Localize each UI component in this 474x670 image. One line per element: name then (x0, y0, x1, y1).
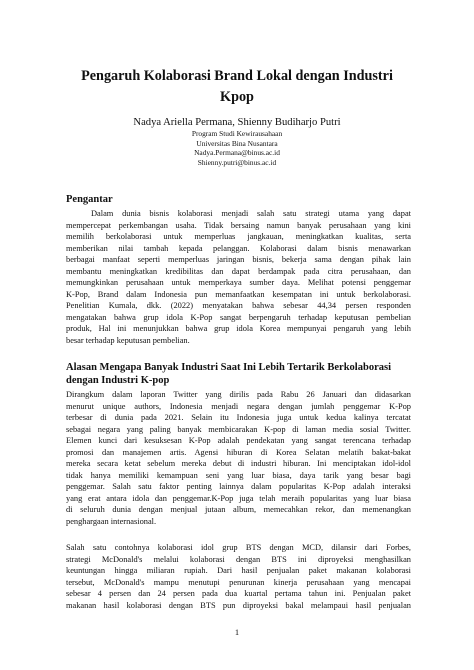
text-line: menurut unique authors, Indonesia menjadi negara dengan jumlah penggemar K-Pop (66, 401, 411, 411)
text-line: makanan hasil kolaborasi dengan BTS pun diproyeksi bakal melampaui hasil penjualan (66, 600, 411, 610)
text-line: Penelitian Kumala, dkk. (2022) menyatakan bahwa sebesar 44,34 persen responden (66, 301, 411, 311)
paper-title-line-1: Pengaruh Kolaborasi Brand Lokal dengan Industri (81, 68, 393, 84)
author-names: Nadya Ariella Permana, Shienny Budiharjo Putri (133, 117, 341, 128)
paragraph-kpop-indonesia (66, 389, 411, 528)
text-line: mempercepat perkembangan usaha. Tidak bersaing namun banyak perusahaan yang kini (66, 220, 411, 230)
text-line: keuntungan hingga miliaran rupiah. Dari hasil penjualan paket makanan kolaborasi (66, 566, 411, 576)
text-line: Dirangkum dalam laporan Twitter yang dirilis pada Rabu 26 Januari dan didasarkan (66, 390, 411, 399)
author-email-1[interactable]: Nadya.Permana@binus.ac.id (194, 148, 280, 158)
paragraph-pengantar (66, 208, 411, 347)
text-line: strategi McDonald's melalui kolaborasi dengan BTS ini diproyeksi menghasilkan (66, 554, 411, 564)
text-line: tidak hanya memiliki kemampuan seni yang luar biasa, daya tarik yang besar bagi (66, 470, 411, 480)
paragraph-bts-mcd (66, 542, 411, 611)
text-line: memungkinkan perusahaan untuk memperkaya sumber daya. Melihat potensi penggemar (66, 278, 411, 288)
text-line: sebesar 4 persen dan 24 persen pada dua kuartal pertama tahun ini. Penjualan paket (66, 589, 411, 599)
section-heading-line-2: dengan Industri K-pop (66, 374, 170, 386)
text-line: penghargaan internasional. (66, 517, 157, 527)
text-line: yang erat antara idola dan penggemar.K-Pop juga telah meraih popularitas yang luar biasa (66, 493, 411, 503)
paper-title-line-2: Kpop (220, 89, 254, 105)
text-line: besar terhadap keputusan pembelian. (66, 336, 190, 346)
text-line: berbagai manfaat seperti memperluas jaringan bisnis, bekerja sama dengan pihak lain (66, 255, 411, 265)
text-line: Elemen kunci dari kesuksesan K-Pop adalah pendekatan yang sangat terencana terhadap (66, 436, 411, 446)
text-line: promosi dan manajemen artis. Agensi hiburan di Korea Selatan melatih bakat-bakat (66, 447, 411, 457)
text-line: penggemar. Salah satu faktor penting lainnya dalam popularitas K-Pop adalah interaksi (66, 482, 411, 492)
text-line: sebagai negara yang paling banyak membicarakan K-pop di laman media sosial Twitter. (66, 424, 411, 434)
text-line: Dalam dunia bisnis kolaborasi menjadi salah satu strategi utama yang dapat (91, 209, 411, 218)
text-line: memilih berkolaborasi untuk memperluas jangkauan, meningkatkan kualitas, serta (66, 232, 411, 242)
text-line: di seluruh dunia dengan menjual jutaan album, memecahkan rekor, dan memenangkan (66, 505, 411, 515)
text-line: memberikan nilai tambah kepada pelanggan. Kolaborasi dalam bisnis menawarkan (66, 243, 411, 253)
text-line: mereka secara ketat sebelum mereka debut di industri hiburan. Ini menciptakan idol-idol (66, 459, 411, 469)
text-line: tersebut, McDonald's mampu menutupi penurunan kinerja perusahaan yang mencapai (66, 577, 411, 587)
section-heading-pengantar: Pengantar (66, 194, 113, 205)
text-line: Salah satu contohnya kolaborasi idol grup BTS dengan MCD, dilansir dari Forbes, (66, 543, 411, 552)
affiliation-university: Universitas Bina Nusantara (196, 138, 278, 148)
section-heading-line-1: Alasan Mengapa Banyak Industri Saat Ini Lebih Tertarik Berkolaborasi (66, 362, 391, 373)
paper-title (40, 66, 434, 108)
text-line: membantu meningkatkan kredibilitas dan dapat berdampak pada citra perusahaan, dan (66, 266, 411, 276)
text-line: terbesar di dunia pada 2021. Selain itu Indonesia juga untuk kedua kalinya tercatat (66, 413, 411, 423)
page-number: 1 (234, 627, 240, 637)
affiliation-program: Program Studi Kewirausahaan (191, 129, 283, 138)
author-email-2[interactable]: Shienny.putri@binus.ac.id (197, 157, 277, 167)
affiliation-block (40, 129, 434, 167)
text-line: mengatakan bahwa grup idola K-Pop sangat berpengaruh terhadap keputusan pembelian (66, 312, 411, 322)
text-line: K-Pop, Brand dalam Indonesia pun memanfaatkan kesempatan ini untuk berkolaborasi. (66, 289, 411, 299)
text-line: produk, Hal ini menunjukkan bahwa grup idola Korea mempunyai pengaruh yang lebih (66, 324, 411, 334)
section-heading-alasan (66, 362, 411, 387)
